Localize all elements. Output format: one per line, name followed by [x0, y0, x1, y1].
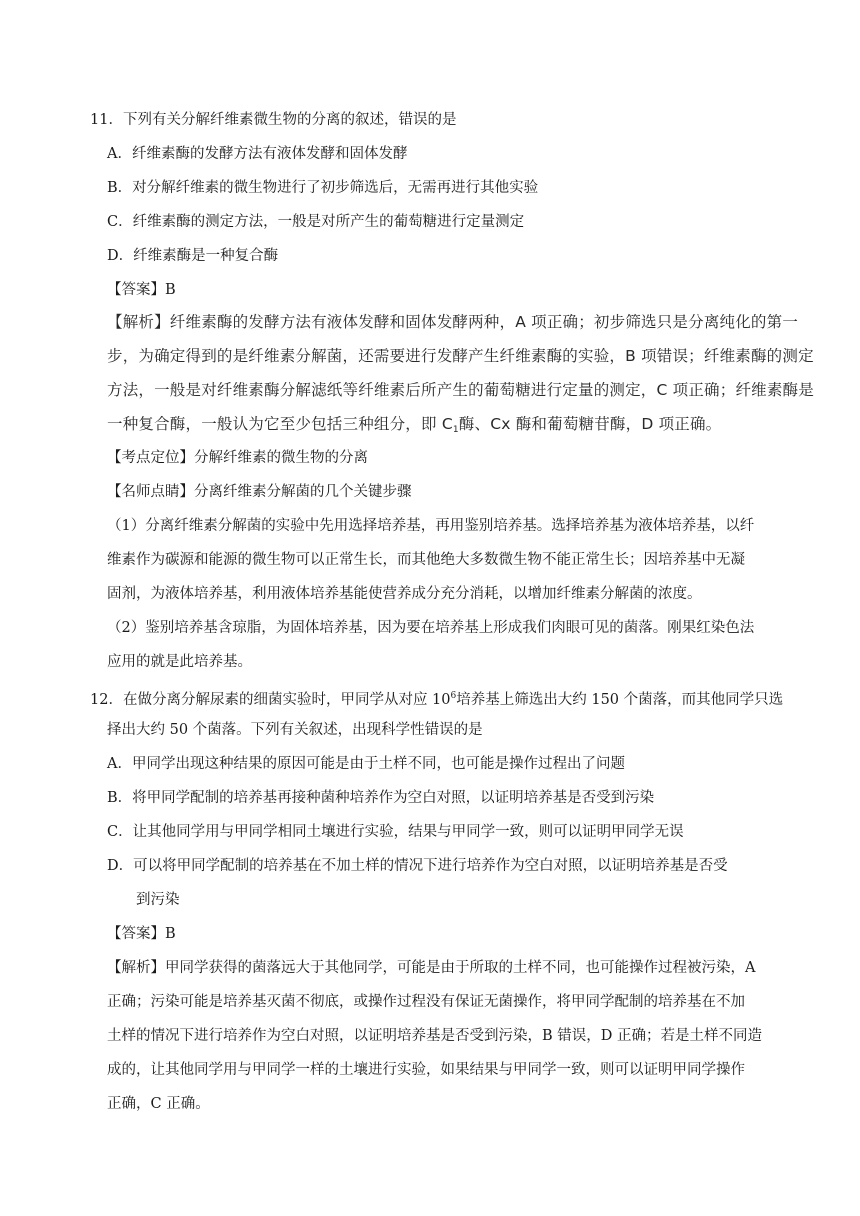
q12-stem-superscript: 6: [450, 691, 457, 701]
q11-kaodian: 【考点定位】分解纤维素的微生物的分离: [107, 450, 368, 466]
q11-analysis-line-3: 方法，一般是对纤维素酶分解滤纸等纤维素后所产生的葡萄糖进行定量的测定，C 项正确；纤维素酶是: [107, 381, 814, 399]
q11-analysis-line-2: 步，为确定得到的是纤维素分解菌，还需要进行发酵产生纤维素酶的实验，B 项错误；纤维素酶的测定: [107, 347, 814, 365]
q12-stem-post: 培养基上筛选出大约 150 个菌落，而其他同学只选: [456, 692, 784, 708]
q12-stem-line-1: [90, 686, 783, 710]
q11-note-line-3: 固剂，为液体培养基，利用液体培养基能使营养成分充分消耗，以增加纤维素分解菌的浓度。: [107, 586, 702, 602]
q11-analysis-line-4-pre: 一种复合酶，一般认为它至少包括三种组分，即 C: [107, 415, 453, 433]
q12-analysis-line-2: 正确；污染可能是培养基灭菌不彻底，或操作过程没有保证无菌操作，将甲同学配制的培养基在不加: [107, 994, 745, 1010]
q12-analysis-line-5: 正确，C 正确。: [107, 1096, 210, 1112]
q11-option-b: B．对分解纤维素的微生物进行了初步筛选后，无需再进行其他实验: [107, 180, 539, 196]
q11-mingshi: 【名师点睛】分离纤维素分解菌的几个关键步骤: [107, 484, 412, 500]
q11-note-line-4: （2）鉴别培养基含琼脂，为固体培养基，因为要在培养基上形成我们肉眼可见的菌落。刚果红染色法: [107, 620, 755, 636]
q11-option-c: C．纤维素酶的测定方法，一般是对所产生的葡萄糖进行定量测定: [107, 214, 525, 230]
q12-option-b: B．将甲同学配制的培养基再接种菌种培养作为空白对照，以证明培养基是否受到污染: [107, 790, 655, 806]
q12-option-d-continued: 到污染: [136, 892, 180, 908]
q12-option-d: D．可以将甲同学配制的培养基在不加土样的情况下进行培养作为空白对照，以证明培养基是否受: [107, 858, 728, 874]
q11-analysis-line-4: [107, 414, 721, 440]
q11-note-line-5: 应用的就是此培养基。: [107, 654, 252, 670]
q12-option-a: A．甲同学出现这种结果的原因可能是由于土样不同，也可能是操作过程出了问题: [107, 756, 625, 772]
q12-stem-line-2: 择出大约 50 个菌落。下列有关叙述，出现科学性错误的是: [107, 722, 483, 738]
q12-analysis-line-4: 成的，让其他同学用与甲同学一样的土壤进行实验，如果结果与甲同学一致，则可以证明甲同学操作: [107, 1062, 745, 1078]
q12-stem-pre: 12．在做分离分解尿素的细菌实验时，甲同学从对应 10: [90, 692, 451, 708]
q11-analysis-line-1: 【解析】纤维素酶的发酵方法有液体发酵和固体发酵两种，A 项正确；初步筛选只是分离纯化的第一: [107, 313, 799, 331]
q11-option-d: D．纤维素酶是一种复合酶: [107, 248, 279, 264]
q11-answer: 【答案】B: [107, 282, 176, 298]
q11-analysis-subscript: 1: [452, 425, 459, 435]
q11-stem: 11．下列有关分解纤维素微生物的分离的叙述，错误的是: [90, 112, 457, 128]
q11-note-line-1: （1）分离纤维素分解菌的实验中先用选择培养基，再用鉴别培养基。选择培养基为液体培养基，以纤: [107, 518, 755, 534]
q11-option-a: A．纤维素酶的发酵方法有液体发酵和固体发酵: [107, 146, 408, 162]
q12-option-c: C．让其他同学用与甲同学相同土壤进行实验，结果与甲同学一致，则可以证明甲同学无误: [107, 824, 684, 840]
q12-analysis-line-3: 土样的情况下进行培养作为空白对照，以证明培养基是否受到污染，B 错误，D 正确；若是土样不同造: [107, 1028, 762, 1044]
q12-analysis-line-1: 【解析】甲同学获得的菌落远大于其他同学，可能是由于所取的土样不同，也可能操作过程被污染，A: [107, 960, 756, 976]
q12-answer: 【答案】B: [107, 926, 176, 942]
q11-note-line-2: 维素作为碳源和能源的微生物可以正常生长，而其他绝大多数微生物不能正常生长；因培养基中无凝: [107, 552, 745, 568]
q11-analysis-line-4-post: 酶、Cx 酶和葡萄糖苷酶，D 项正确。: [458, 415, 722, 433]
